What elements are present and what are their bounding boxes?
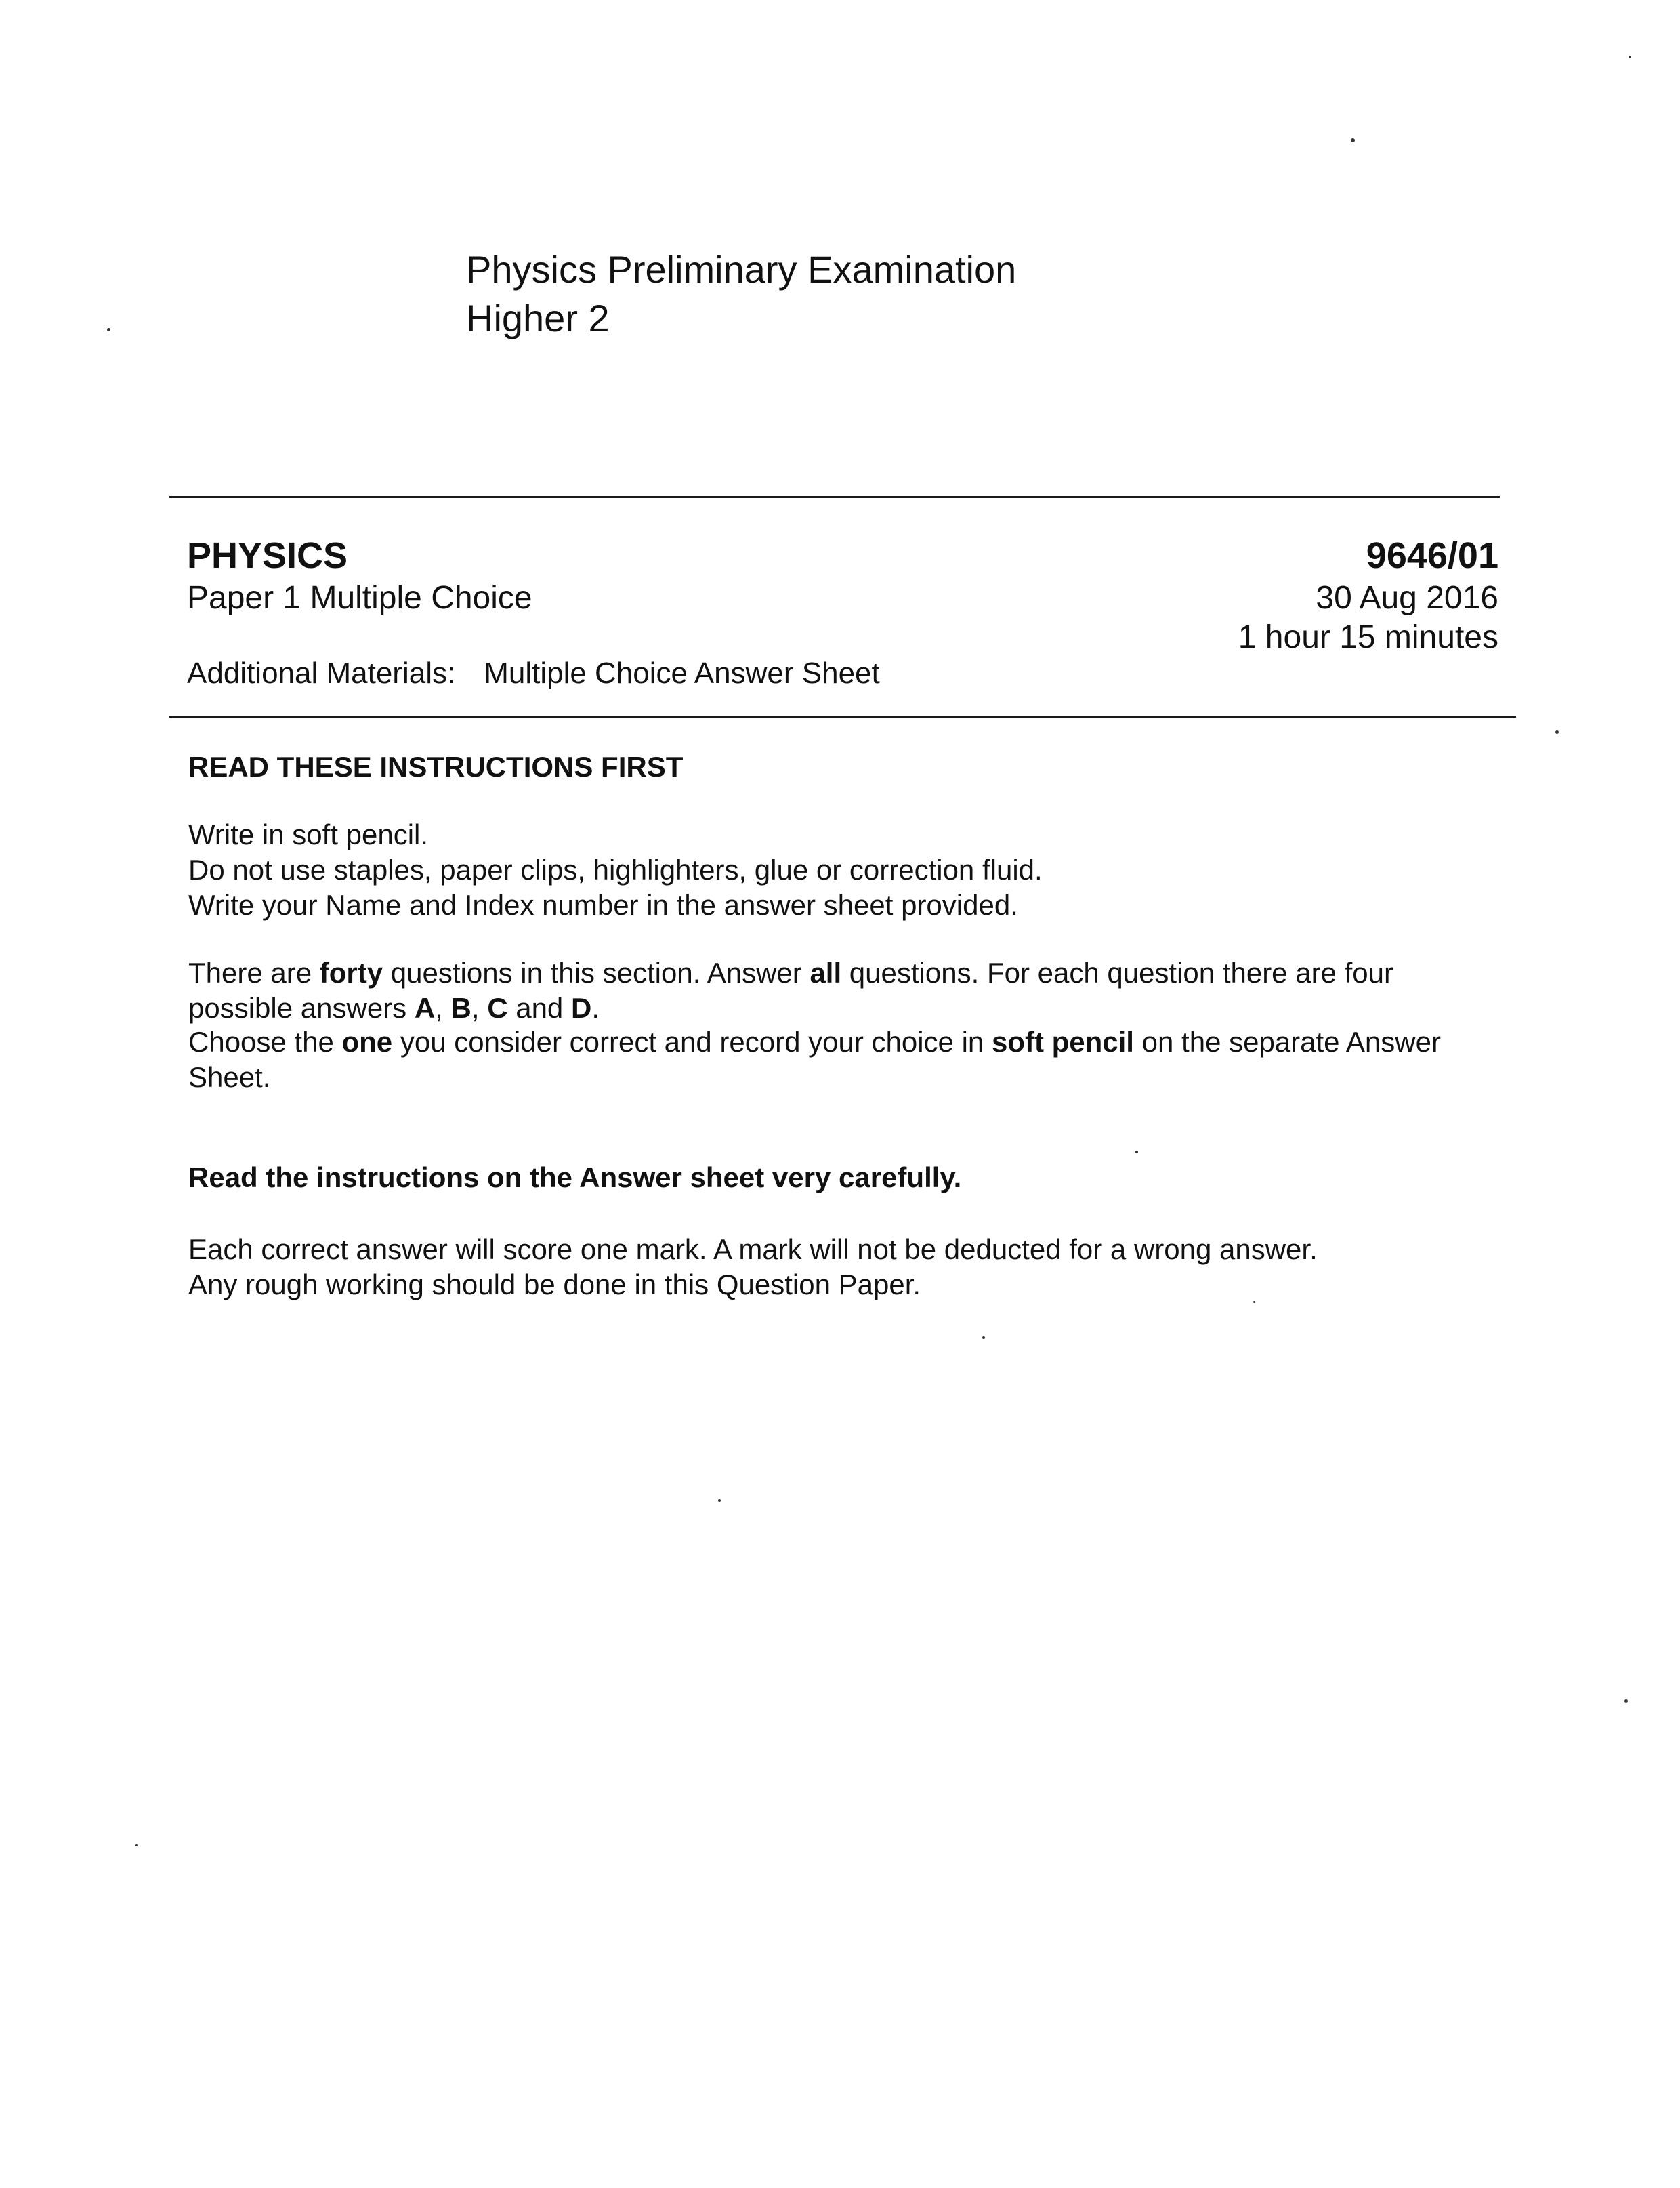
materials-value: Multiple Choice Answer Sheet — [484, 657, 880, 690]
option-a: A — [414, 992, 436, 1024]
instruction-line: Write in soft pencil. — [188, 819, 429, 850]
exam-duration: 1 hour 15 minutes — [1238, 619, 1498, 655]
instruction-line: Any rough working should be done in this Question Paper. — [188, 1268, 921, 1300]
scan-speck — [1253, 1301, 1255, 1303]
text-run: Choose the — [188, 1026, 342, 1058]
scan-speck — [982, 1336, 985, 1339]
paper-details — [1238, 533, 1498, 657]
instructions-paragraph-questions — [188, 955, 1475, 1026]
paper-name: Paper 1 Multiple Choice — [187, 580, 532, 616]
text-run: and — [507, 992, 571, 1024]
scan-speck — [1135, 1151, 1138, 1153]
text-run: questions in this section. Answer — [383, 957, 810, 989]
instructions-group-4 — [188, 1232, 1516, 1302]
top-divider — [169, 496, 1500, 498]
materials-label: Additional Materials: — [187, 657, 456, 690]
paper-code: 9646/01 — [1366, 535, 1498, 576]
scan-speck — [718, 1499, 721, 1502]
instructions-heading: READ THESE INSTRUCTIONS FIRST — [188, 751, 684, 783]
option-d: D — [570, 992, 592, 1024]
emphasis-all: all — [810, 957, 842, 989]
scan-speck — [1624, 1699, 1628, 1703]
text-run: . — [591, 992, 600, 1024]
text-run: on the separate Answer Sheet. — [188, 1026, 1441, 1093]
text-run: , — [471, 992, 488, 1024]
scan-speck — [135, 1844, 138, 1846]
option-c: C — [487, 992, 508, 1024]
scan-speck — [107, 328, 110, 331]
emphasis-forty: forty — [319, 957, 383, 989]
scan-speck — [1629, 56, 1631, 58]
option-b: B — [450, 992, 471, 1024]
bottom-divider — [169, 716, 1516, 718]
text-run: you consider correct and record your choice in — [392, 1026, 992, 1058]
subject-title: PHYSICS — [187, 535, 348, 576]
scan-speck — [1351, 138, 1355, 142]
scan-speck — [1555, 730, 1559, 734]
answer-sheet-note: Read the instructions on the Answer sheet very carefully. — [188, 1161, 962, 1193]
exam-date: 30 Aug 2016 — [1316, 580, 1498, 616]
instruction-line: Each correct answer will score one mark. A mark will not be deducted for a wrong answer. — [188, 1233, 1318, 1265]
emphasis-one: one — [341, 1026, 393, 1058]
instruction-line: Do not use staples, paper clips, highlighters, glue or correction fluid. — [188, 854, 1043, 886]
instructions-paragraph-choose — [188, 1025, 1475, 1095]
text-run: questions. For each question there are four possible answers — [188, 957, 1393, 1024]
instruction-line: Write your Name and Index number in the answer sheet provided. — [188, 889, 1018, 921]
exam-title-line-1: Physics Preliminary Examination — [466, 248, 1017, 291]
exam-title-line-2: Higher 2 — [466, 297, 610, 339]
additional-materials — [187, 653, 880, 694]
text-run: , — [435, 992, 451, 1024]
text-run: There are — [188, 957, 320, 989]
emphasis-soft-pencil: soft pencil — [991, 1026, 1134, 1058]
instructions-group-1 — [188, 817, 1516, 923]
exam-title — [466, 245, 1016, 343]
